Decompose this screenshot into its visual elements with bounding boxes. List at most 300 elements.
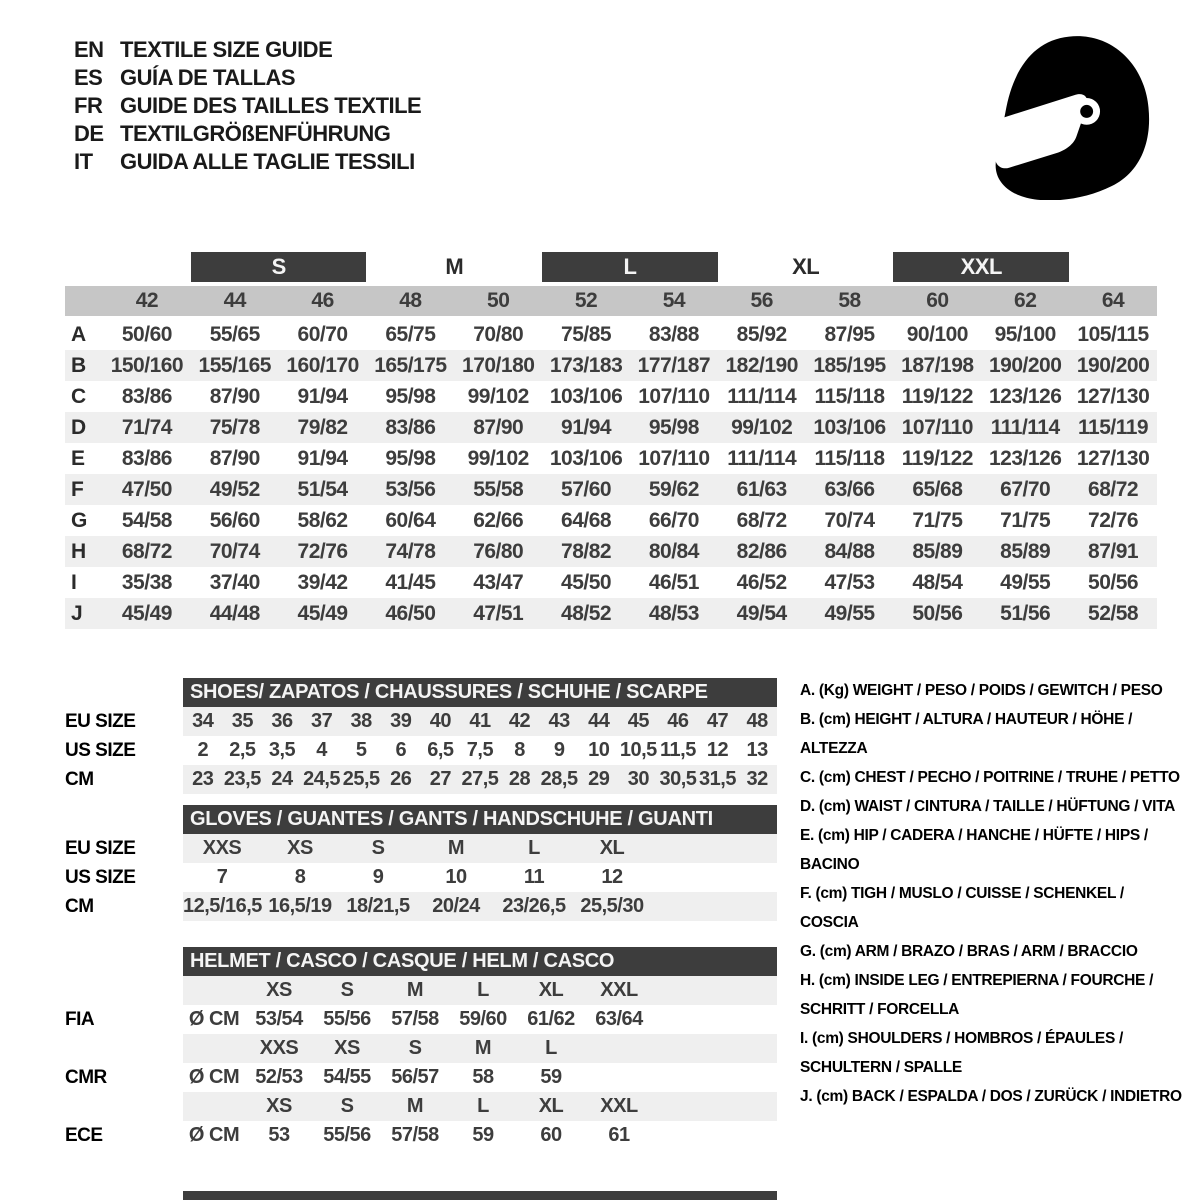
shoes-size-cell: 31,5 (699, 768, 736, 790)
measurement-cell: 190/200 (981, 350, 1069, 381)
helmet-row (65, 1092, 777, 1121)
measurement-cell: 111/114 (727, 446, 797, 470)
shoes-size-cell: 32 (746, 768, 768, 790)
shoes-size-cell: 5 (355, 739, 367, 761)
measurement-cell: 47/50 (103, 474, 191, 505)
measurement-cell: 55/65 (209, 322, 260, 346)
helmet-row (65, 1121, 777, 1150)
gloves-rows (65, 834, 777, 921)
measurement-cell: 47/53 (824, 570, 875, 594)
measurement-cell: 60/70 (297, 322, 348, 346)
measurement-cell: 48/54 (912, 570, 963, 594)
size-band-label: L (542, 252, 718, 284)
helmet-size-cell: XXL (600, 1095, 638, 1117)
shoes-size-cell: 8 (514, 739, 525, 761)
helmet-size-cell: 61 (608, 1124, 630, 1146)
measurement-cell: 48/52 (542, 598, 630, 629)
measurement-cell: 65/75 (385, 322, 436, 346)
measurement-cell: 50/56 (1088, 570, 1139, 594)
size-column-header: 60 (893, 284, 981, 318)
measurement-cell: 62/66 (473, 508, 524, 532)
helmet-size-cell: M (406, 979, 424, 1001)
helmet-standard-label: CMR (65, 1066, 107, 1088)
measurement-cell: 95/98 (385, 384, 436, 408)
row-letter: C (71, 384, 86, 408)
measurement-cell: 107/110 (893, 412, 981, 443)
helmet-standard-label: ECE (65, 1124, 103, 1146)
helmet-standard-label: FIA (65, 1008, 95, 1030)
helmet-row-data (183, 1063, 777, 1092)
gloves-size-cell: 11 (523, 866, 545, 888)
measurement-cell: 48/53 (630, 598, 718, 629)
measurement-cell: 52/58 (1069, 598, 1157, 629)
helmet-size-cell: 53/54 (255, 1008, 303, 1030)
row-letter: D (65, 412, 103, 443)
measurement-cell: 68/72 (1069, 474, 1157, 505)
measurement-cell: 59/62 (630, 474, 718, 505)
measurement-cell: 91/94 (297, 384, 348, 408)
language-row (74, 120, 421, 148)
measurement-cell: 76/80 (454, 536, 542, 567)
measurement-row (65, 443, 1157, 474)
helmet-size-cell: XS (266, 1095, 292, 1117)
measurement-cell: 74/78 (366, 536, 454, 567)
shoes-size-cell: 24 (271, 768, 293, 790)
gloves-size-cell: S (371, 837, 385, 859)
measurement-cell: 165/175 (366, 350, 454, 381)
measurement-cell: 60/64 (385, 508, 436, 532)
measurement-cell: 190/200 (1069, 350, 1157, 381)
helmet-row (65, 1034, 777, 1063)
shoes-size-cell: 46 (667, 710, 689, 732)
helmet-size-cell: M (406, 1095, 424, 1117)
measurement-cell: 75/85 (561, 322, 612, 346)
measurement-cell: 58/62 (297, 508, 348, 532)
gloves-row-label: US SIZE (65, 866, 136, 888)
measurement-row (65, 318, 1157, 351)
size-band-label (1069, 252, 1157, 284)
measurement-cell: 47/51 (454, 598, 542, 629)
helmet-section-header: HELMET / CASCO / CASQUE / HELM / CASCO (183, 947, 777, 976)
measurement-cell: 67/70 (981, 474, 1069, 505)
size-column-header: 54 (630, 284, 718, 318)
helmet-size-cell: L (477, 1095, 489, 1117)
measurement-cell: 85/89 (981, 536, 1069, 567)
measurement-cell: 84/88 (806, 536, 894, 567)
shoes-size-cell: 12 (706, 739, 729, 761)
diameter-unit-label: Ø CM (188, 1124, 240, 1146)
cut-off-section-header-bar (183, 1191, 777, 1200)
legend-item: E. (cm) HIP / CADERA / HANCHE / HÜFTE / HIPS / BACINO (800, 827, 1148, 873)
size-column-header: 48 (366, 284, 454, 318)
shoes-row-data (183, 765, 777, 794)
measurement-cell: 185/195 (806, 350, 894, 381)
measurement-cell: 51/54 (279, 474, 367, 505)
measurement-cell: 177/187 (630, 350, 718, 381)
measurement-cell: 66/70 (648, 508, 699, 532)
helmet-size-cell: 59 (540, 1066, 562, 1088)
measurement-cell: 37/40 (209, 570, 260, 594)
size-header-spacer-cell (65, 284, 103, 318)
gloves-row-data (183, 834, 777, 863)
measurement-cell: 85/89 (893, 536, 981, 567)
gloves-size-cell: 10 (445, 866, 467, 888)
shoes-size-cell: 9 (553, 739, 565, 761)
measurement-cell: 45/50 (561, 570, 612, 594)
helmet-row-data (183, 1005, 777, 1034)
shoes-size-cell: 28,5 (540, 768, 578, 790)
measurement-cell: 90/100 (906, 322, 968, 346)
shoes-size-cell: 26 (390, 768, 412, 790)
gloves-section (65, 805, 777, 921)
gloves-size-cell: 20/24 (432, 895, 480, 917)
measurement-cell: 95/98 (630, 412, 718, 443)
gloves-size-cell: 23/26,5 (502, 895, 566, 917)
measurement-cell: 83/86 (366, 412, 454, 443)
shoes-size-cell: 7,5 (466, 739, 494, 761)
helmet-row-data (183, 1121, 777, 1150)
shoes-size-cell: 37 (310, 710, 333, 732)
guide-title: GUÍA DE TALLAS (120, 65, 296, 90)
measurement-cell: 79/82 (279, 412, 367, 443)
measurement-cell: 68/72 (736, 508, 787, 532)
measurement-cell: 49/55 (806, 598, 894, 629)
measurement-cell: 155/165 (191, 350, 279, 381)
helmet-row-data (183, 1034, 777, 1063)
gloves-section-header: GLOVES / GUANTES / GANTS / HANDSCHUHE / GUANTI (183, 805, 777, 834)
legend-item: F. (cm) TIGH / MUSLO / CUISSE / SCHENKEL / COSCIA (800, 885, 1124, 931)
size-column-header: 56 (718, 284, 806, 318)
gloves-size-cell: 8 (294, 866, 306, 888)
measurement-cell: 72/76 (1088, 508, 1139, 532)
gloves-row (65, 863, 777, 892)
helmet-size-cell: 63/64 (595, 1008, 643, 1030)
language-code: ES (74, 65, 103, 90)
size-band-label: XL (718, 252, 894, 284)
language-code: DE (74, 121, 104, 146)
shoes-row-label: US SIZE (65, 739, 136, 761)
gloves-row-label: EU SIZE (65, 837, 136, 859)
size-band-label: XXL (893, 252, 1069, 284)
gloves-size-cell: 7 (216, 866, 228, 888)
helmet-size-cell: XS (334, 1037, 360, 1059)
measurement-row (65, 350, 1157, 381)
garment-size-table (65, 252, 1157, 629)
shoes-size-cell: 43 (548, 710, 570, 732)
shoes-size-cell: 11,5 (660, 739, 696, 761)
size-band-label: S (191, 252, 367, 284)
measurement-cell: 160/170 (279, 350, 367, 381)
measurement-row (65, 381, 1157, 412)
gloves-size-cell: 12 (601, 866, 623, 888)
measurement-cell: 182/190 (718, 350, 806, 381)
shoes-size-cell: 10 (588, 739, 610, 761)
shoes-size-cell: 3,5 (268, 739, 296, 761)
size-band-label (103, 252, 191, 284)
legend-item: H. (cm) INSIDE LEG / ENTREPIERNA / FOURCHE / SCHRITT / FORCELLA (800, 972, 1154, 1018)
shoes-size-cell: 34 (192, 710, 214, 732)
shoes-size-cell: 4 (316, 739, 327, 761)
size-column-header: 44 (191, 284, 279, 318)
measurement-cell: 95/100 (994, 322, 1056, 346)
shoes-size-cell: 29 (588, 768, 610, 790)
measurement-cell: 71/75 (912, 508, 963, 532)
measurement-cell: 82/86 (718, 536, 806, 567)
helmet-size-cell: 58 (472, 1066, 494, 1088)
measurement-cell: 99/102 (467, 384, 529, 408)
size-column-header: 42 (103, 284, 191, 318)
measurement-cell: 35/38 (121, 570, 172, 594)
measurement-cell: 103/106 (806, 412, 894, 443)
measurement-cell: 87/90 (209, 384, 260, 408)
measurement-cell: 127/130 (1076, 446, 1150, 470)
helmet-size-cell: S (340, 979, 354, 1001)
shoes-size-cell: 6,5 (427, 739, 454, 761)
helmet-size-cell: 61/62 (527, 1008, 575, 1030)
measurement-cell: 49/55 (1000, 570, 1051, 594)
shoes-size-cell: 35 (231, 710, 254, 732)
helmet-size-cell: 52/53 (255, 1066, 303, 1088)
gloves-size-cell: 9 (372, 866, 384, 888)
measurement-cell: 107/110 (638, 384, 710, 408)
measurement-cell: 115/118 (814, 446, 885, 470)
measurement-row (65, 505, 1157, 536)
helmet-size-cell: 57/58 (391, 1124, 439, 1146)
shoes-size-cell: 23 (192, 768, 214, 790)
shoes-row-data (183, 707, 777, 736)
size-column-header: 52 (542, 284, 630, 318)
shoes-size-cell: 30,5 (659, 768, 697, 790)
measurement-cell: 87/90 (209, 446, 260, 470)
measurement-cell: 71/74 (103, 412, 191, 443)
helmet-row-data (183, 1092, 777, 1121)
measurement-row (65, 412, 1157, 443)
shoes-size-cell: 41 (469, 710, 491, 732)
helmet-size-cell: 56/57 (391, 1066, 439, 1088)
measurement-cell: 50/60 (121, 322, 172, 346)
row-letter: J (65, 598, 103, 629)
helmet-size-cell: 54/55 (323, 1066, 371, 1088)
shoes-size-cell: 30 (627, 768, 649, 790)
legend-item: C. (cm) CHEST / PECHO / POITRINE / TRUHE / PETTO (800, 769, 1180, 786)
legend-item: J. (cm) BACK / ESPALDA / DOS / ZURÜCK / INDIETRO (800, 1088, 1182, 1105)
measurement-cell: 91/94 (297, 446, 348, 470)
measurement-cell: 123/126 (988, 446, 1062, 470)
language-row (74, 92, 421, 120)
shoes-size-cell: 2 (197, 739, 209, 761)
shoes-size-cell: 2,5 (229, 739, 256, 761)
measurement-cell: 75/78 (191, 412, 279, 443)
measurement-cell: 111/114 (981, 412, 1069, 443)
language-code: FR (74, 93, 103, 118)
helmet-size-cell: 53 (268, 1124, 290, 1146)
measurement-legend (800, 676, 1182, 1111)
legend-item: I. (cm) SHOULDERS / HOMBROS / ÉPAULES / SCHULTERN / SPALLE (800, 1030, 1124, 1076)
measurement-cell: 71/75 (1000, 508, 1051, 532)
measurement-cell: 39/42 (297, 570, 348, 594)
shoes-size-cell: 47 (706, 710, 729, 732)
measurement-row (65, 567, 1157, 598)
helmet-size-cell: S (408, 1037, 422, 1059)
shoes-size-cell: 27 (429, 768, 451, 790)
row-letter: G (71, 508, 87, 532)
diameter-unit-label: Ø CM (188, 1008, 240, 1030)
measurement-cell: 68/72 (103, 536, 191, 567)
language-code: IT (74, 149, 93, 174)
measurement-cell: 56/60 (209, 508, 260, 532)
gloves-row-data (183, 863, 777, 892)
helmet-size-cell: 55/56 (323, 1124, 371, 1146)
measurement-cell: 87/90 (454, 412, 542, 443)
shoes-size-cell: 28 (508, 768, 531, 790)
measurement-cell: 103/106 (549, 446, 623, 470)
shoes-size-cell: 36 (271, 710, 293, 732)
measurement-cell: 80/84 (630, 536, 718, 567)
measurement-cell: 87/95 (824, 322, 875, 346)
band-spacer-cell (65, 252, 103, 284)
gloves-size-cell: 18/21,5 (346, 895, 410, 917)
shoes-size-cell: 42 (508, 710, 531, 732)
size-column-header: 62 (981, 284, 1069, 318)
measurement-cell: 170/180 (454, 350, 542, 381)
helmet-size-cell: 60 (540, 1124, 562, 1146)
helmet-row (65, 1063, 777, 1092)
gloves-size-cell: XL (599, 837, 625, 859)
measurement-cell: 57/60 (542, 474, 630, 505)
shoes-size-cell: 10,5 (619, 739, 657, 761)
gloves-row (65, 892, 777, 921)
gloves-size-cell: XS (287, 837, 313, 859)
measurement-cell: 45/49 (279, 598, 367, 629)
measurement-cell: 187/198 (893, 350, 981, 381)
helmet-section (65, 947, 777, 1150)
row-letter: I (71, 570, 77, 594)
measurement-cell: 45/49 (103, 598, 191, 629)
size-column-header: 46 (279, 284, 367, 318)
measurement-cell: 115/119 (1069, 412, 1157, 443)
racing-helmet-icon (972, 32, 1157, 200)
language-row (74, 148, 421, 176)
measurement-cell: 103/106 (549, 384, 623, 408)
shoes-row (65, 765, 777, 794)
helmet-size-cell: M (474, 1037, 492, 1059)
guide-title: GUIDA ALLE TAGLIE TESSILI (120, 149, 415, 174)
row-letter: A (71, 322, 86, 346)
shoes-size-cell: 24,5 (303, 768, 341, 790)
measurement-cell: 111/114 (727, 384, 797, 408)
shoes-row (65, 707, 777, 736)
gloves-row-label: CM (65, 895, 94, 917)
gloves-row (65, 834, 777, 863)
shoes-size-cell: 44 (588, 710, 610, 732)
measurement-cell: 70/80 (473, 322, 524, 346)
shoes-row-data (183, 736, 777, 765)
legend-item: A. (Kg) WEIGHT / PESO / POIDS / GEWITCH / PESO (800, 682, 1163, 699)
row-letter: F (65, 474, 103, 505)
helmet-size-cell: 55/56 (323, 1008, 371, 1030)
legend-item: D. (cm) WAIST / CINTURA / TAILLE / HÜFTUNG / VITA (800, 798, 1176, 815)
gloves-row-data (183, 892, 777, 921)
shoes-size-cell: 6 (395, 739, 407, 761)
helmet-size-cell: 57/58 (391, 1008, 439, 1030)
measurement-cell: 65/68 (893, 474, 981, 505)
gloves-size-cell: M (447, 837, 465, 859)
measurement-cell: 49/54 (718, 598, 806, 629)
gloves-size-cell: 12,5/16,5 (183, 895, 262, 917)
measurement-cell: 99/102 (718, 412, 806, 443)
measurement-cell: 107/110 (638, 446, 710, 470)
measurement-cell: 55/58 (454, 474, 542, 505)
garment-size-table-body (65, 252, 1157, 629)
measurement-cell: 119/122 (901, 384, 973, 408)
measurement-cell: 95/98 (385, 446, 436, 470)
size-band-label: M (366, 252, 542, 284)
measurement-cell: 46/51 (648, 570, 699, 594)
helmet-size-cell: 59 (472, 1124, 494, 1146)
shoes-size-cell: 38 (350, 710, 372, 732)
measurement-cell: 123/126 (988, 384, 1062, 408)
shoes-row (65, 736, 777, 765)
diameter-unit-label: Ø CM (188, 1066, 240, 1088)
measurement-cell: 70/74 (191, 536, 279, 567)
measurement-cell: 83/88 (648, 322, 699, 346)
helmet-size-cell: XL (538, 1095, 564, 1117)
shoes-row-label: EU SIZE (65, 710, 136, 732)
guide-title: TEXTILGRÖßENFÜHRUNG (120, 121, 391, 146)
measurement-cell: 87/91 (1069, 536, 1157, 567)
measurement-cell: 91/94 (542, 412, 630, 443)
measurement-cell: 44/48 (191, 598, 279, 629)
shoes-section-header: SHOES/ ZAPATOS / CHAUSSURES / SCHUHE / SCARPE (183, 678, 777, 707)
helmet-size-cell: 59/60 (459, 1008, 507, 1030)
helmet-size-cell: S (340, 1095, 354, 1117)
language-code: EN (74, 37, 104, 62)
measurement-cell: 119/122 (901, 446, 973, 470)
measurement-row (65, 598, 1157, 629)
size-column-header: 50 (454, 284, 542, 318)
measurement-cell: 70/74 (824, 508, 875, 532)
measurement-cell: 105/115 (1077, 322, 1149, 346)
legend-item: G. (cm) ARM / BRAZO / BRAS / ARM / BRACCIO (800, 943, 1138, 960)
shoes-size-cell: 23,5 (223, 768, 261, 790)
measurement-cell: 50/56 (893, 598, 981, 629)
measurement-cell: 49/52 (191, 474, 279, 505)
measurement-cell: 85/92 (736, 322, 787, 346)
measurement-cell: 54/58 (121, 508, 172, 532)
helmet-rows (65, 976, 777, 1150)
gloves-size-cell: 25,5/30 (580, 895, 644, 917)
helmet-size-cell: L (477, 979, 489, 1001)
row-letter: B (65, 350, 103, 381)
measurement-cell: 51/56 (981, 598, 1069, 629)
shoes-size-cell: 13 (746, 739, 768, 761)
numeric-size-header-row (65, 284, 1157, 318)
helmet-size-cell: XXS (259, 1037, 299, 1059)
measurement-cell: 78/82 (542, 536, 630, 567)
measurement-row (65, 536, 1157, 567)
helmet-row-data (183, 976, 777, 1005)
measurement-cell: 43/47 (473, 570, 524, 594)
language-title-list (74, 36, 421, 176)
measurement-cell: 61/63 (718, 474, 806, 505)
measurement-cell: 83/86 (121, 446, 172, 470)
shoes-size-cell: 48 (746, 710, 768, 732)
measurement-cell: 46/50 (366, 598, 454, 629)
row-letter: H (65, 536, 103, 567)
shoes-size-cell: 39 (390, 710, 412, 732)
language-row (74, 64, 421, 92)
helmet-size-cell: L (545, 1037, 557, 1059)
